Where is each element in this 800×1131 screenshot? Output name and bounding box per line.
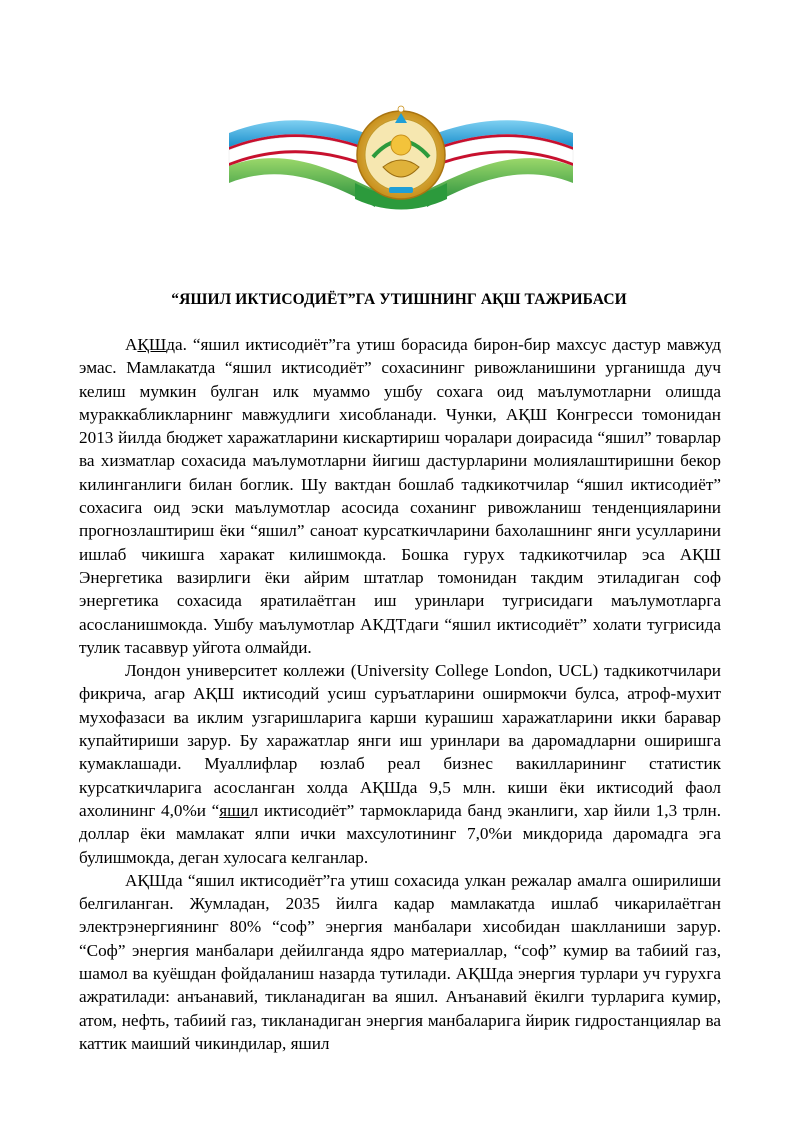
document-body [79,333,721,1055]
paragraph-2-text-before: Лондон университет коллежи (University College London, UCL) тадкикотчилари фикрича, агар АҚШ иктисодий усиш суръатларини оширмокчи булса, атроф-мухит мухофазаси ва иклим узгаришларига карши курашиш харажатларини икки баравар купайтириши зарур. Бу харажатлар янги иш уринлари ва даромадларни оширишга кумаклашади. Муаллифлар юзлаб реал бизнес вакилларининг статистик курсаткичларига асосланган холда АҚШда 9,5 млн. киши ёки иктисодий фаол ахолининг 4,0%и “ [79,661,721,820]
document-title: “ЯШИЛ ИКТИСОДИЁТ”ГА УТИШНИНГ АҚШ ТАЖРИБАСИ [171,291,627,308]
paragraph-1 [79,333,721,659]
paragraph-1-text: да. “яшил иктисодиёт”га утиш борасида бирон-бир махсус дастур мавжуд эмас. Мамлакатда “яшил иктисодиёт” сохасининг ривожланишини урганишда дуч келиш мумкин булган илк муаммо ушбу сохага оид маълумотларни олишда мураккабликларнинг мавжудлиги хисобланади. Чунки, АҚШ Конгресси томонидан 2013 йилда бюджет харажатларини кискартириш чоралари доирасида “яшил” товарлар ва хизматлар сохасида маълумотларни йигиш дастурларини молиялаштиришни бекор килинганлиги билан боглик. Шу вактдан бошлаб тадкикотчилар “яшил иктисодиёт” сохасига оид эски маълумотлар асосида соханинг ривожланиш тенденцияларини прогнозлаштириш ёки “яшил” саноат курсаткичларини бахолашнинг янги усулларини ишлаб чикишга харакат килишмокда. Бошка гурух тадкикотчилар эса АҚШ Энергетика вазирлиги ёки айрим штатлар томонидан такдим этиладиган соф энергетика сохасида яратилаётган иш уринлари тугрисидаги маълумотларга асосланишмокда. Ушбу маълумотлар АКДТдаги “яшил иктисодиёт” холати тугрисида тулик тасаввур уйгота олмайди. [79,335,721,657]
paragraph-1-lead: А [125,335,138,354]
paragraph-2-underlined: яши [219,800,250,820]
paragraph-3 [79,869,721,1055]
uzbekistan-emblem-ribbon [225,95,577,213]
paragraph-1-lead-underlined: ҚШ [137,335,167,354]
paragraph-3-text: АҚШда “яшил иктисодиёт”га утиш сохасида улкан режалар амалга оширилиши белгиланган. Жумладан, 2035 йилга кадар мамлакатда ишлаб чикарилаётган электрэнергиянинг 80% “соф” энергия манбалари хисобидан шаклланиши зарур. “Соф” энергия манбалари дейилганда ядро материаллар, “соф” кумир ва табиий газ, шамол ва куёшдан фойдаланиш назарда тутилади. АҚШда энергия турлари уч гурухга ажратилади: анъанавий, тикланадиган ва яшил. Анъанавий ёкилги турларига кумир, атом, нефть, табиий газ, тикланадиган энергия манбаларига йирик гидростанциялар ва каттик маиший чикиндилар, яшил [79,870,721,1053]
paragraph-2 [79,659,721,869]
paragraph-2-text-after: л иктисодиёт” тармокларида банд эканлиги, хар йили 1,3 трлн. доллар ёки мамлакат ялпи ички махсулотининг 7,0%и микдорида даромадга эга булишмокда, деган хулосага келганлар. [79,800,721,867]
